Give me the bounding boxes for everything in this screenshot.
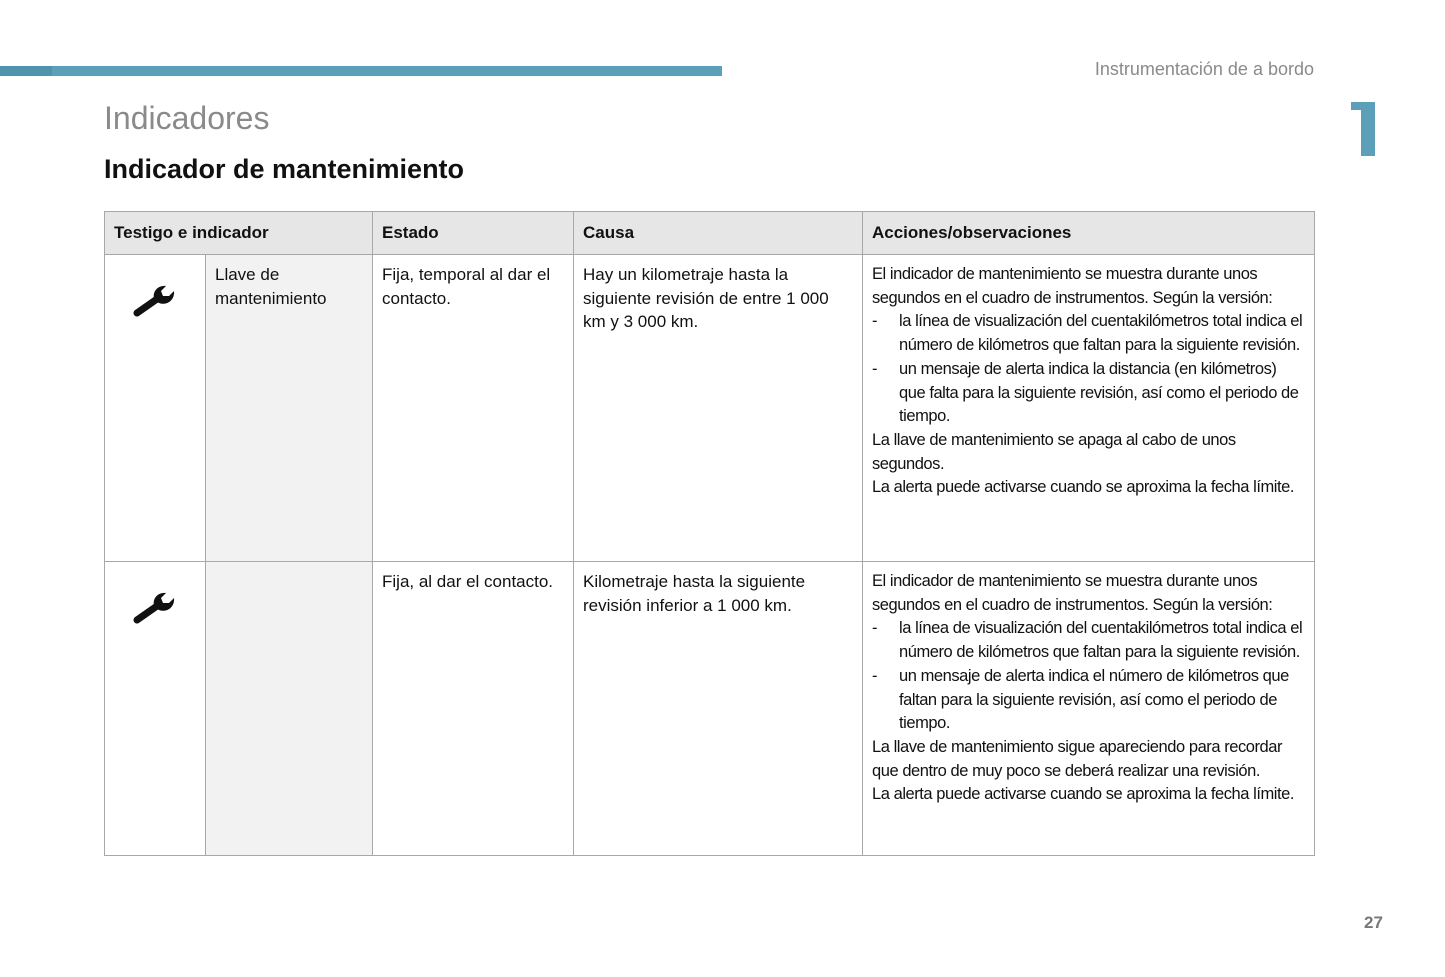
actions-cell	[863, 562, 1315, 856]
bullet-item: - la línea de visualización del cuentakilómetros total indica el número de kilómetros que faltan para la siguiente revisión.	[872, 310, 1305, 357]
note-text: La llave de mantenimiento sigue apareciendo para recordar que dentro de muy poco se deberá realizar una revisión.	[872, 737, 1283, 780]
causa-cell: Hay un kilometraje hasta la siguiente revisión de entre 1 000 km y 3 000 km.	[574, 255, 863, 562]
icon-cell	[105, 562, 206, 856]
note-text: La alerta puede activarse cuando se aproxima la fecha límite.	[872, 478, 1294, 497]
estado-cell: Fija, temporal al dar el contacto.	[373, 255, 574, 562]
bullet-text: la línea de visualización del cuentakilómetros total indica el número de kilómetros que faltan para la siguiente revisión.	[899, 312, 1303, 355]
intro-text: El indicador de mantenimiento se muestra durante unos segundos en el cuadro de instrumentos. Según la versión:	[872, 265, 1273, 307]
wrench-icon	[114, 588, 196, 631]
bullet-text: la línea de visualización del cuentakilómetros total indica el número de kilómetros que faltan para la siguiente revisión.	[899, 619, 1303, 662]
header-accent-bar-tab	[0, 66, 52, 76]
chapter-number-1	[1351, 102, 1375, 156]
intro-text: El indicador de mantenimiento se muestra durante unos segundos en el cuadro de instrumentos. Según la versión:	[872, 572, 1273, 614]
bullet-text: un mensaje de alerta indica la distancia (en kilómetros) que falta para la siguiente revisión, así como el periodo de tiempo.	[899, 359, 1299, 426]
indicator-label: Llave de mantenimiento	[206, 255, 373, 562]
header-accent-bar	[0, 66, 722, 76]
actions-cell	[863, 255, 1315, 562]
bullet-text: un mensaje de alerta indica el número de kilómetros que faltan para la siguiente revisión, así como el periodo de tiempo.	[899, 666, 1289, 733]
column-header: Estado	[373, 212, 574, 255]
table-header-row	[105, 212, 1315, 255]
table-row	[105, 562, 1315, 856]
note-text: La llave de mantenimiento se apaga al cabo de unos segundos.	[872, 430, 1236, 473]
page-number: 27	[1364, 913, 1383, 932]
page-title: Indicadores	[104, 100, 270, 136]
section-title: Instrumentación de a bordo	[1094, 59, 1314, 79]
column-header: Causa	[574, 212, 863, 255]
note-text: La alerta puede activarse cuando se aproxima la fecha límite.	[872, 785, 1294, 804]
bullet-item: - la línea de visualización del cuentakilómetros total indica el número de kilómetros que faltan para la siguiente revisión.	[872, 617, 1305, 664]
estado-cell: Fija, al dar el contacto.	[373, 562, 574, 856]
indicator-label	[206, 562, 373, 856]
column-header: Testigo e indicador	[105, 212, 373, 255]
bullet-item: - un mensaje de alerta indica el número de kilómetros que faltan para la siguiente revisión, así como el periodo de tiempo.	[872, 665, 1305, 736]
page-subtitle: Indicador de mantenimiento	[104, 154, 465, 184]
column-header: Acciones/observaciones	[863, 212, 1315, 255]
maintenance-indicator-table	[104, 211, 1315, 856]
wrench-icon	[114, 281, 196, 324]
causa-cell: Kilometraje hasta la siguiente revisión inferior a 1 000 km.	[574, 562, 863, 856]
icon-cell	[105, 255, 206, 562]
table-row	[105, 255, 1315, 562]
bullet-item: - un mensaje de alerta indica la distancia (en kilómetros) que falta para la siguiente revisión, así como el periodo de tiempo.	[872, 358, 1305, 429]
